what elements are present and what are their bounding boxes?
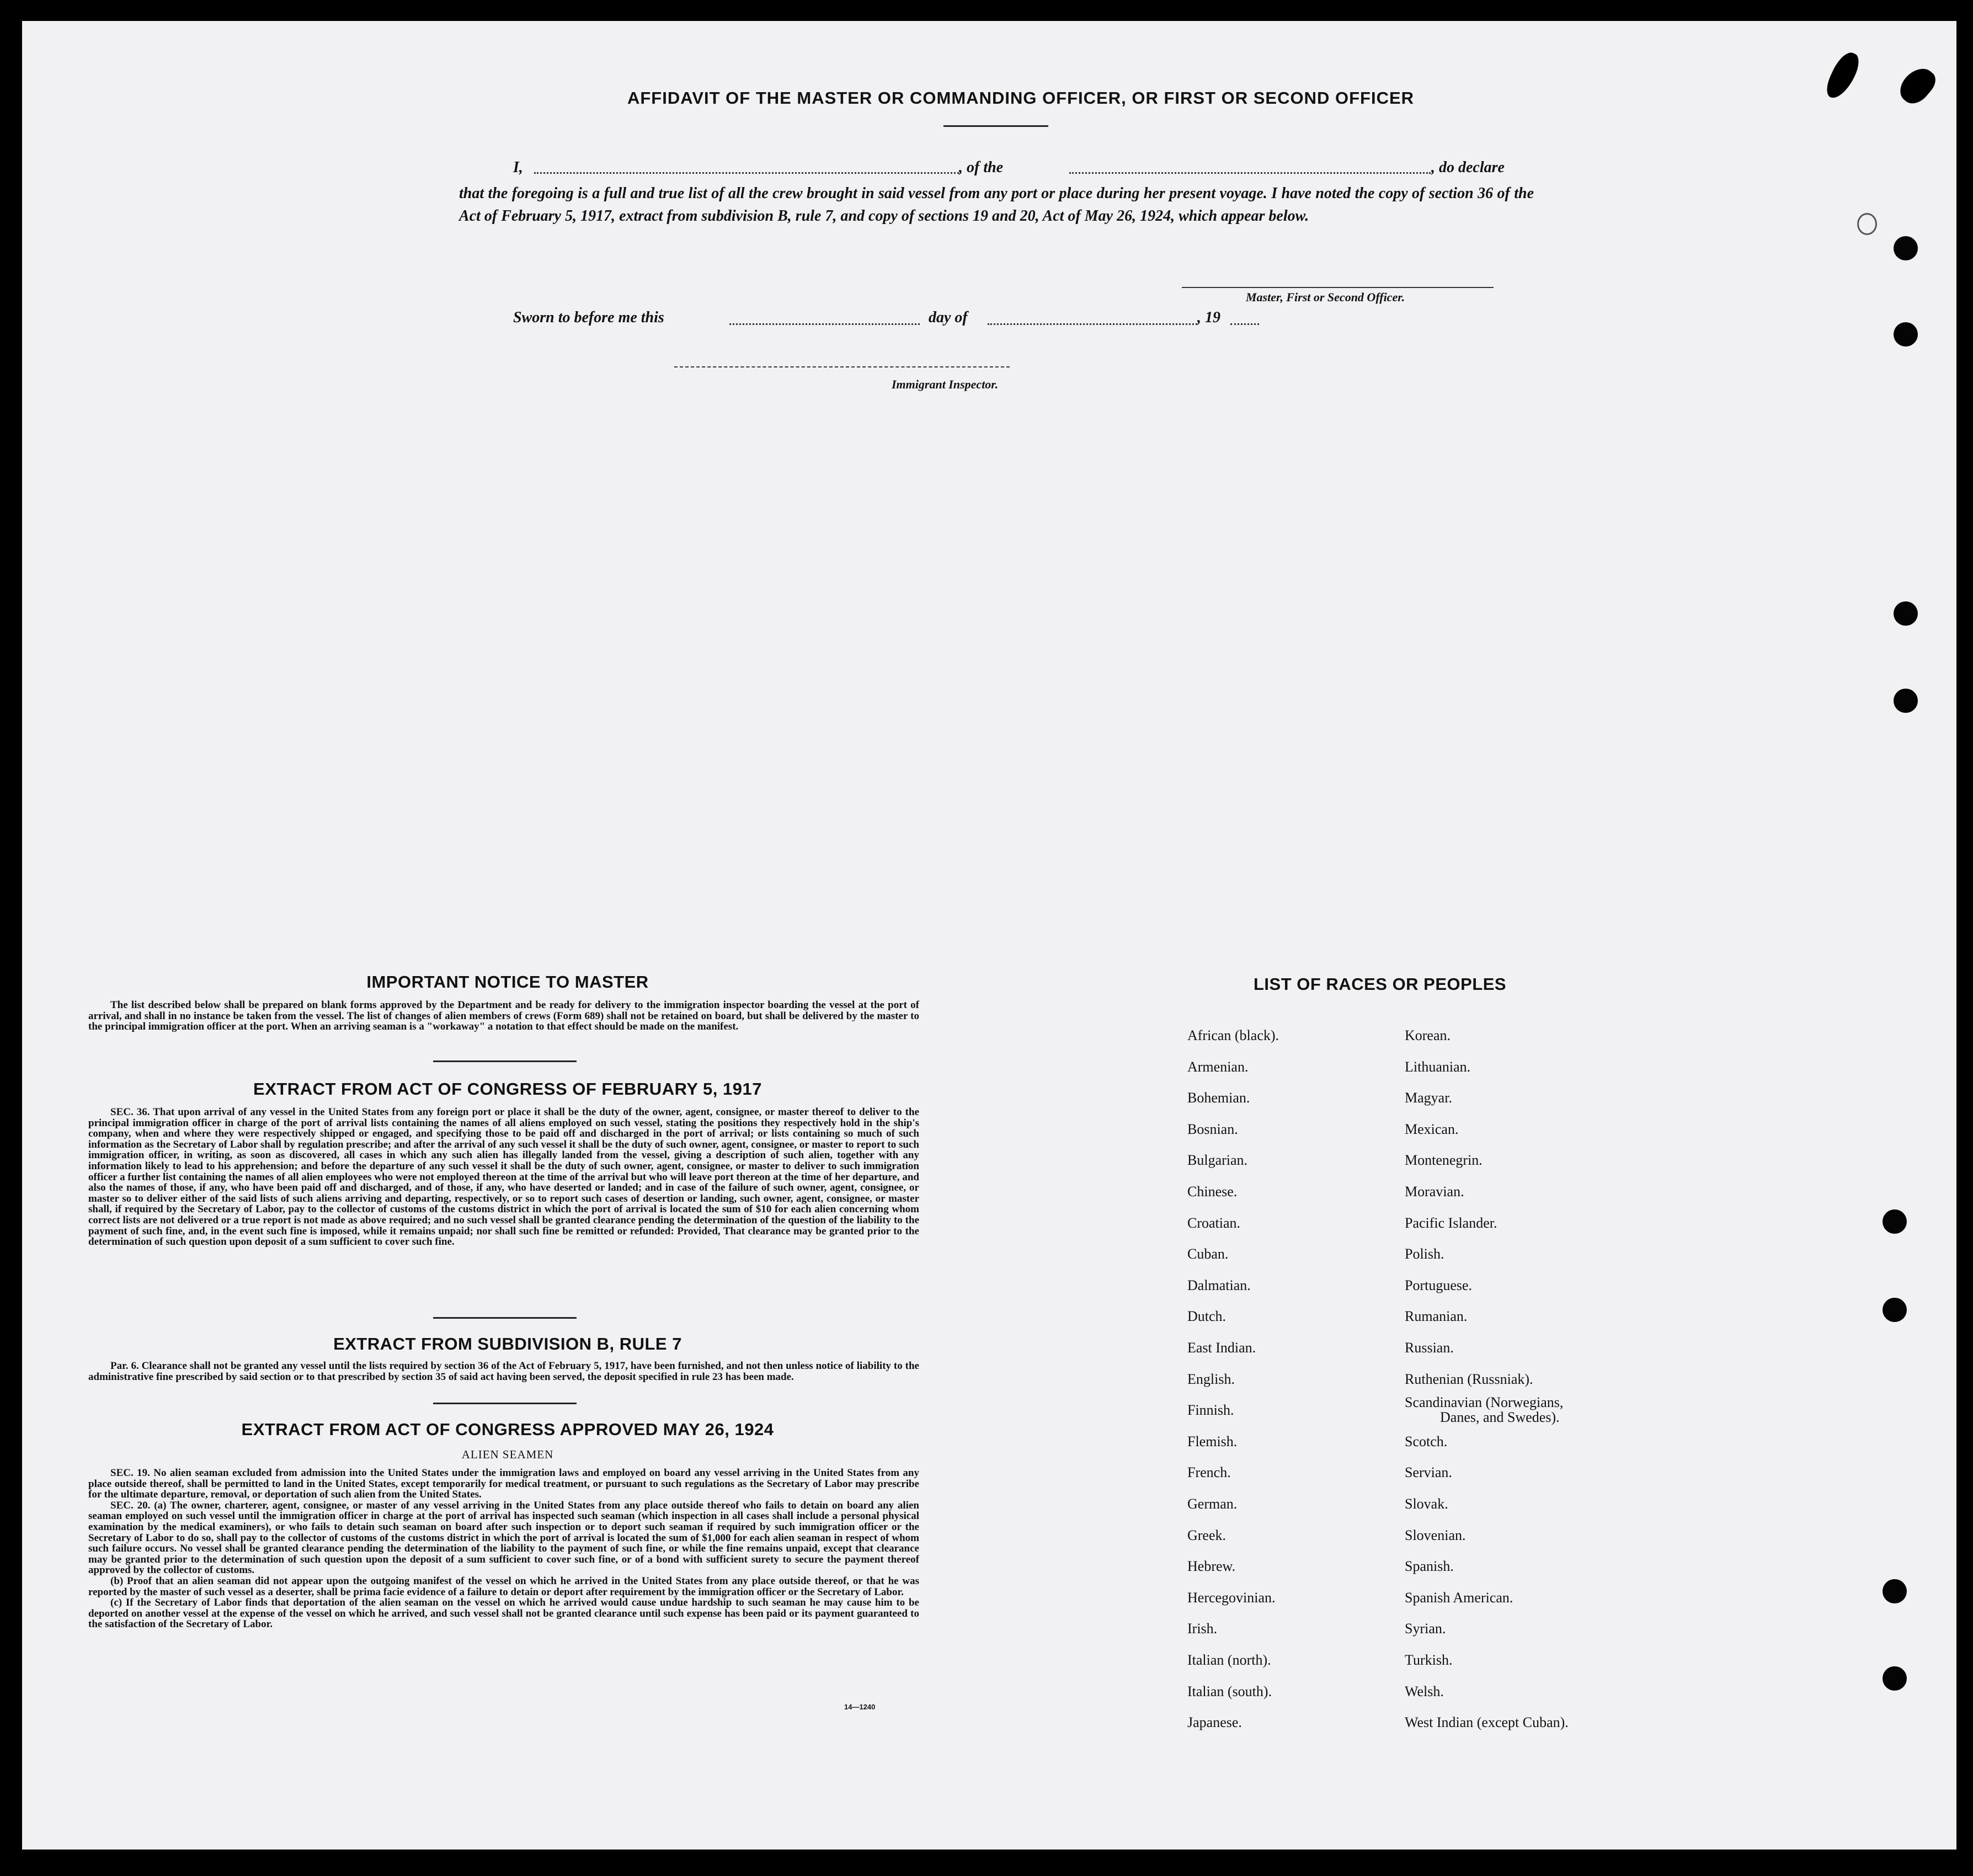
section-divider bbox=[433, 1403, 577, 1404]
sworn-day-of: day of bbox=[929, 309, 968, 326]
sec-20b-paragraph: (b) Proof that an alien seaman did not appear upon the outgoing manifest of the vessel on which he arrived in the United States from any place outside thereof, or that he was reported by the master of such vessel as a deserter, shall be prima facie evidence of a failure to detain or deport after requirement by the immigration officer or the Secretary of Labor. bbox=[88, 1575, 919, 1598]
race-item: English. bbox=[1187, 1371, 1235, 1387]
punch-hole bbox=[1883, 1298, 1907, 1322]
punch-hole bbox=[1883, 1666, 1907, 1691]
punch-hole-open bbox=[1857, 213, 1877, 235]
race-item-continuation: Danes, and Swedes). bbox=[1440, 1409, 1560, 1425]
race-item: Italian (north). bbox=[1187, 1652, 1271, 1668]
race-item: Scandinavian (Norwegians, bbox=[1405, 1394, 1564, 1411]
race-item: West Indian (except Cuban). bbox=[1405, 1714, 1569, 1731]
race-item: Montenegrin. bbox=[1405, 1152, 1483, 1169]
race-item: Magyar. bbox=[1405, 1090, 1452, 1106]
race-item: Dalmatian. bbox=[1187, 1277, 1251, 1293]
race-item: Dutch. bbox=[1187, 1308, 1227, 1325]
race-item: French. bbox=[1187, 1464, 1231, 1481]
affidavit-body: that the foregoing is a full and true list of all the crew brought in said vessel from any port or place during her present voyage. I have noted the copy of section 36 of the Act of February 5, 1917, extract from subdivision B, rule 7, and copy of sections 19 and 20, Act of May 26, 1924, which appear below. bbox=[459, 185, 1534, 225]
race-item: Welsh. bbox=[1405, 1683, 1444, 1699]
race-item: Hebrew. bbox=[1187, 1558, 1236, 1575]
sworn-line bbox=[513, 309, 1286, 329]
section-divider bbox=[433, 1317, 577, 1319]
form-number: 14—1240 bbox=[844, 1703, 876, 1711]
name-blank bbox=[534, 172, 959, 174]
sworn-prefix: Sworn to before me this bbox=[513, 309, 664, 326]
race-item: Rumanian. bbox=[1405, 1308, 1468, 1325]
race-item: Korean. bbox=[1405, 1027, 1451, 1043]
race-item: Spanish American. bbox=[1405, 1589, 1513, 1606]
sworn-year-blank bbox=[1230, 323, 1259, 325]
extract-1924-title: EXTRACT FROM ACT OF CONGRESS APPROVED MAY 26, 1924 bbox=[241, 1420, 774, 1439]
affidavit-line-1 bbox=[513, 159, 1534, 178]
par-6-paragraph: Par. 6. Clearance shall not be granted any vessel until the lists required by section 36 of the Act of February 5, 1917, have been furnished, and not then unless notice of liability to the administrative fine prescribed by said section or to that prescribed by section 35 of said act having been served, the deposit specified in rule 23 has been made. bbox=[88, 1360, 919, 1383]
race-item: Polish. bbox=[1405, 1246, 1444, 1262]
affidavit-title: AFFIDAVIT OF THE MASTER OR COMMANDING OFFICER, OR FIRST OR SECOND OFFICER bbox=[627, 88, 1415, 108]
race-item: Chinese. bbox=[1187, 1184, 1238, 1200]
race-item: Slovak. bbox=[1405, 1496, 1448, 1512]
affidavit-i: I, bbox=[513, 159, 523, 176]
race-item: Syrian. bbox=[1405, 1621, 1446, 1637]
race-item: Italian (south). bbox=[1187, 1683, 1272, 1699]
race-item: Irish. bbox=[1187, 1621, 1218, 1637]
affidavit-of-the: , of the bbox=[959, 159, 1004, 176]
race-item: Servian. bbox=[1405, 1464, 1452, 1481]
race-item: Bulgarian. bbox=[1187, 1152, 1248, 1169]
race-item: Mexican. bbox=[1405, 1121, 1459, 1137]
sworn-day-blank bbox=[729, 323, 920, 325]
race-item: Russian. bbox=[1405, 1340, 1454, 1356]
inspector-signature-line bbox=[674, 366, 1010, 367]
race-item: Moravian. bbox=[1405, 1184, 1464, 1200]
master-signature-label: Master, First or Second Officer. bbox=[1246, 290, 1405, 304]
extract-rule7-body bbox=[88, 1361, 919, 1382]
race-item: Armenian. bbox=[1187, 1058, 1249, 1075]
notice-body bbox=[88, 1000, 919, 1032]
race-item: Spanish. bbox=[1405, 1558, 1454, 1575]
sworn-month-blank bbox=[988, 323, 1197, 325]
punch-hole bbox=[1883, 1209, 1907, 1234]
races-title: LIST OF RACES OR PEOPLES bbox=[1254, 974, 1507, 994]
sworn-year: , 19 bbox=[1197, 309, 1220, 326]
extract-rule7-title: EXTRACT FROM SUBDIVISION B, RULE 7 bbox=[333, 1334, 682, 1353]
title-divider bbox=[943, 125, 1048, 127]
race-item: Slovenian. bbox=[1405, 1527, 1466, 1543]
affidavit-do-declare: , do declare bbox=[1431, 159, 1505, 176]
punch-hole bbox=[1894, 236, 1918, 260]
race-item: Bosnian. bbox=[1187, 1121, 1238, 1137]
section-divider bbox=[433, 1060, 577, 1062]
race-item: German. bbox=[1187, 1496, 1238, 1512]
notice-title: IMPORTANT NOTICE TO MASTER bbox=[366, 972, 649, 992]
race-item: Croatian. bbox=[1187, 1214, 1241, 1231]
master-signature-line bbox=[1182, 287, 1494, 288]
extract-1917-title: EXTRACT FROM ACT OF CONGRESS OF FEBRUARY 5, 1917 bbox=[253, 1079, 762, 1099]
sec-20c-paragraph: (c) If the Secretary of Labor finds that deportation of the alien seaman on the vessel on which he arrived would cause undue hardship to such seaman he may cause him to be deported on another vessel at the expense of the vessel on which he arrived, and such vessel shall not be granted clearance until such expense has been paid or its payment guaranteed to the satisfaction of the Secretary of Labor. bbox=[88, 1597, 919, 1630]
race-item: Turkish. bbox=[1405, 1652, 1453, 1668]
sec-19-paragraph: SEC. 19. No alien seaman excluded from admission into the United States under the immigration laws and employed on board any vessel arriving in the United States from any place outside thereof, shall be permitted to land in the United States, except temporarily for medical treatment, or pursuant to such regulations as the Secretary of Labor may prescribe for the ultimate departure, removal, or deportation of such alien from the United States. bbox=[88, 1467, 919, 1501]
race-item: Scotch. bbox=[1405, 1433, 1448, 1449]
race-item: Greek. bbox=[1187, 1527, 1227, 1543]
race-item: Bohemian. bbox=[1187, 1090, 1250, 1106]
vessel-blank bbox=[1069, 172, 1431, 174]
section-36-paragraph: SEC. 36. That upon arrival of any vessel in the United States from any foreign port or place it shall be the duty of the owner, agent, consignee, or master thereof to deliver to the principal immigration officer in charge of the port of arrival lists containing the names of all aliens employed on such vessel, stating the positions they respectively hold in the ship's company, when and where they were respectively shipped or engaged, and specifying those to be paid off and discharged in the port of arrival; or lists containing so much of such information as the Secretary of Labor shall by regulation prescribe; and after the arrival of any such vessel it shall be the duty of such owner, agent, consignee, or master to report to such immigration officer, in writing, as soon as discovered, all cases in which any such alien has illegally landed from the vessel, giving a description of such alien, together with any information likely to lead to his apprehension; and before the departure of any such vessel it shall be the duty of such owner, agent, consignee, or master to deliver to such immigration officer a further list containing the names of all alien employees who were not employed thereon at the time of the arrival but who will leave port thereon at the time of her departure, and also the names of those, if any, who have been paid off and discharged, and of those, if any, who have deserted or landed; and in case of the failure of such owner, agent, consignee, or master so to deliver either of the said lists of such aliens arriving and departing, respectively, or so to report such cases of desertion or landing, such owner, agent, consignee, or master shall, if required by the Secretary of Labor, pay to the collector of customs of the customs district in which the port of arrival is located the sum of $10 for each alien concerning whom correct lists are not delivered or a true report is not made as above required; and no such vessel shall be granted clearance pending the determination of the question of the liability to the payment of such fine, and, in the event such fine is imposed, while it remains unpaid; nor shall such fine be remitted or refunded: Provided, That clearance may be granted prior to the determination of such question upon deposit of a sum sufficient to cover such fine. bbox=[88, 1106, 919, 1248]
race-item: East Indian. bbox=[1187, 1340, 1256, 1356]
race-item: African (black). bbox=[1187, 1027, 1279, 1043]
alien-seamen-subtitle: ALIEN SEAMEN bbox=[461, 1448, 554, 1461]
sec-20a-paragraph: SEC. 20. (a) The owner, charterer, agent, consignee, or master of any vessel arriving in the United States from any place outside thereof who fails to detain on board any alien seaman employed on such vessel until the immigration officer in charge at the port of arrival has inspected such seaman (which inspection in all cases shall include a personal physical examination by the medical examiners), or who fails to detain such seaman on board after such inspection or to deport such seaman if required by such immigration officer or the Secretary of Labor to do so, shall pay to the collector of customs of the customs district in which the port of arrival is located the sum of $1,000 for each alien seaman in respect of whom such failure occurs. No vessel shall be granted clearance pending the determination of the liability to the payment of such fine, or while the fine remains unpaid, except that clearance may be granted prior to the determination of such question upon the deposit of a sum sufficient to cover such fine, or of a bond with sufficient surety to secure the payment thereof approved by the collector of customs. bbox=[88, 1499, 919, 1576]
race-item: Lithuanian. bbox=[1405, 1058, 1471, 1075]
punch-hole bbox=[1894, 322, 1918, 347]
race-item: Japanese. bbox=[1187, 1714, 1242, 1731]
punch-hole bbox=[1894, 689, 1918, 713]
punch-hole bbox=[1883, 1579, 1907, 1603]
punch-hole bbox=[1894, 601, 1918, 626]
race-item: Portuguese. bbox=[1405, 1277, 1473, 1293]
notice-paragraph: The list described below shall be prepared on blank forms approved by the Department and be ready for delivery to the immigration inspector boarding the vessel at the port of arrival, and shall in no instance be taken from the vessel. The list of changes of alien members of crews (Form 689) shall not be retained on board, but shall be delivered by the master to the principal immigration officer at the port. When an arriving seaman is a "workaway" a notation to that effect should be made on the manifest. bbox=[88, 999, 919, 1033]
race-item: Pacific Islander. bbox=[1405, 1214, 1497, 1231]
extract-1917-body bbox=[88, 1107, 919, 1248]
race-item: Finnish. bbox=[1187, 1402, 1234, 1419]
race-item: Hercegovinian. bbox=[1187, 1589, 1276, 1606]
inspector-signature-label: Immigrant Inspector. bbox=[892, 377, 999, 391]
race-item: Ruthenian (Russniak). bbox=[1405, 1371, 1533, 1387]
extract-1924-body bbox=[88, 1468, 919, 1630]
race-item: Flemish. bbox=[1187, 1433, 1238, 1449]
race-item: Cuban. bbox=[1187, 1246, 1229, 1262]
